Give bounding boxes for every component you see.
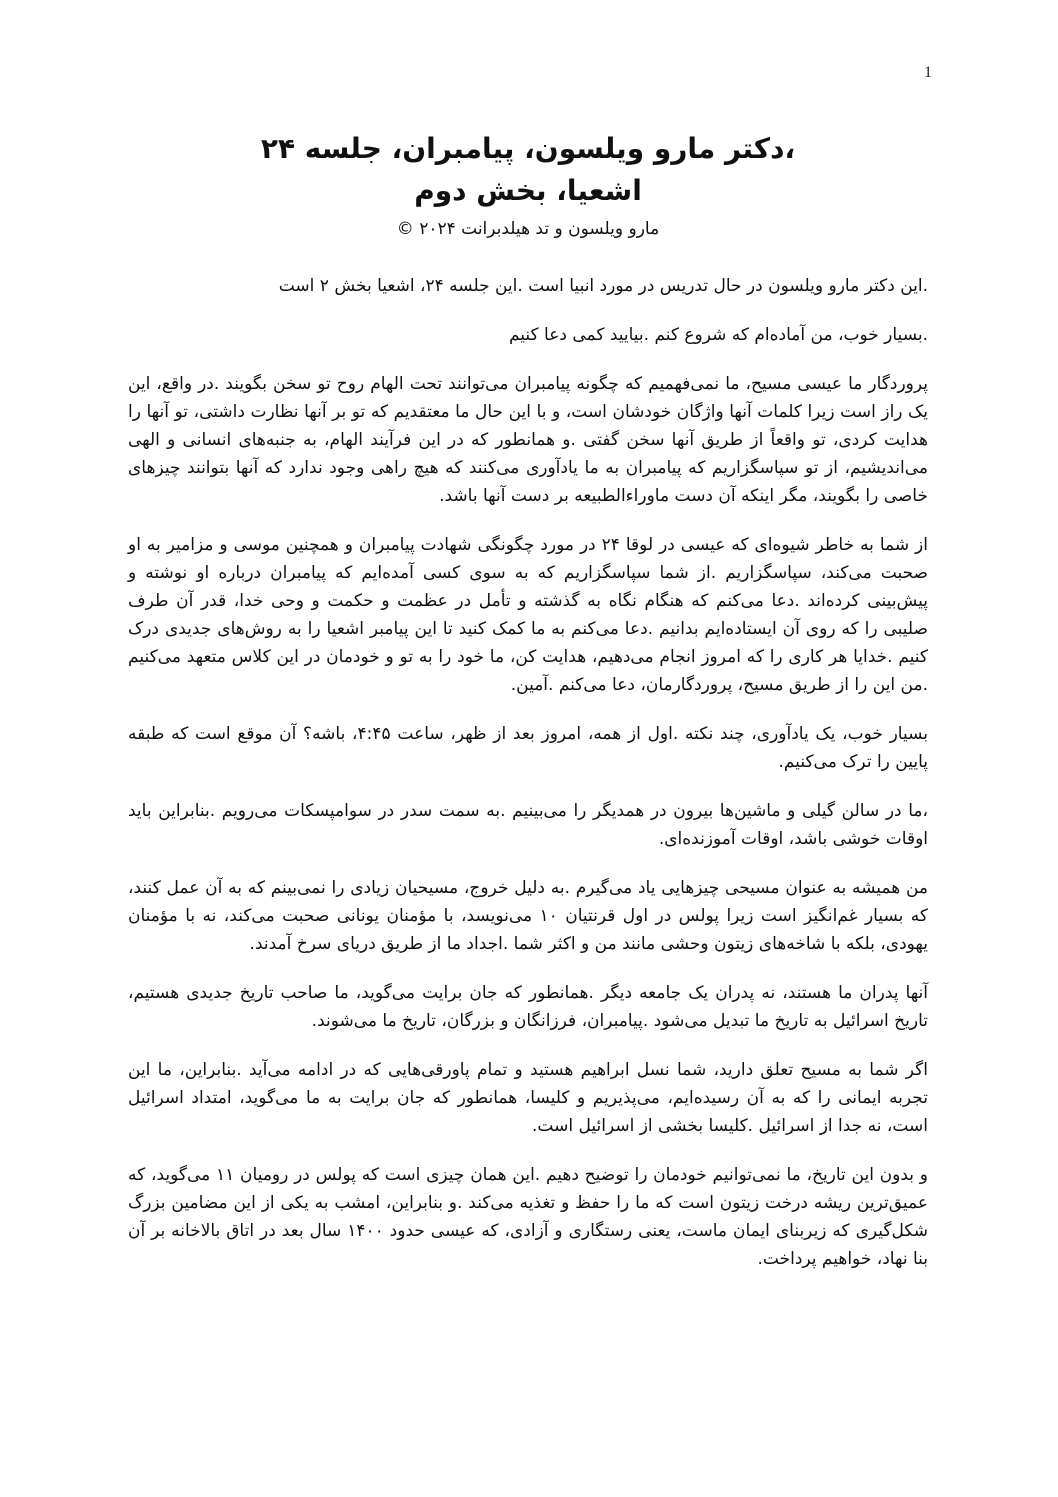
paragraph-meeting: ،ما در سالن گیلی و ماشین‌ها بیرون در همدیگر را می‌بینیم .به سمت سدر در سوامپسکات می‌رویم .بنابراین باید اوقات خوشی باشد، اوقات آموزنده‌ای. [128, 801, 928, 849]
page-number: 1 [924, 64, 932, 81]
paragraph-learning: من همیشه به عنوان مسیحی چیزهایی یاد می‌گیرم .به دلیل خروج، مسیحیان زیادی را نمی‌بینم که به آن عمل کنند، که بسیار غم‌انگیز است زیرا پولس در اول قرنتیان ۱۰ می‌نویسد، با مؤمنان یونانی صحبت می‌کند، نه با مؤمنان یهودی، بلکه با شاخه‌های زیتون وحشی مانند من و اکثر شما .اجداد ما از طریق دریای سرخ آمدند. [128, 878, 928, 954]
copyright-line: مارو ویلسون و تد هیلدبرانت ۲۰۲۴ © [396, 219, 660, 239]
paragraph-fathers: آنها پدران ما هستند، نه پدران یک جامعه دیگر .همانطور که جان برایت می‌گوید، ما صاحب تاریخ جدیدی هستیم، تاریخ اسرائیل به تاریخ ما تبدیل می‌شود .پیامبران، فرزانگان و بزرگان، تاریخ ما می‌شوند. [128, 983, 928, 1031]
paragraph-prayer-2: از شما به خاطر شیوه‌ای که عیسی در لوقا ۲۴ در مورد چگونگی شهادت پیامبران و همچنین موسی و مزامیر به او صحبت می‌کند، سپاسگزاریم .از شما سپاسگزاریم که به سوی کسی آمده‌ایم که پیامبران درباره او نوشته و پیش‌بینی کرده‌اند .دعا می‌کنم که هنگام نگاه به گذشته و تأمل در عظمت و حکمت و وحی خدا، قدر آن طرف صلیبی را که روی آن ایستاده‌ایم بدانیم .دعا می‌کنم به ما کمک کنید تا این پیامبر اشعیا را به روش‌های جدیدی درک کنیم .خدایا هر کاری را که امروز انجام می‌دهیم، هدایت کن، ما خود را به تو و خودمان در این کلاس متعهد می‌کنیم .من این را از طریق مسیح، پروردگارمان، دعا می‌کنم .آمین. [128, 535, 928, 695]
paragraph-ready: .بسیار خوب، من آماده‌ام که شروع کنم .بیایید کمی دعا کنیم [508, 325, 928, 345]
paragraph-romans: و بدون این تاریخ، ما نمی‌توانیم خودمان را توضیح دهیم .این همان چیزی است که پولس در رومیان ۱۱ می‌گوید، که عمیق‌ترین ریشه درخت زیتون است که ما را حفظ و تغذیه می‌کند .و بنابراین، امشب به یکی از این مضامین بزرگ شکل‌گیری که زیربنای ایمان ماست، یعنی رستگاری و آزادی، که عیسی حدود ۱۴۰۰ سال بعد در اتاق بالاخانه بر آن بنا نهاد، خواهیم پرداخت. [128, 1165, 928, 1269]
paragraph-reminder: بسیار خوب، یک یادآوری، چند نکته .اول از همه، امروز بعد از ظهر، ساعت ۴:۴۵، باشه؟ آن موقع است که طبقه پایین را ترک می‌کنیم. [128, 724, 928, 772]
title-line-2: اشعیا، بخش دوم [414, 174, 642, 207]
paragraph-prayer-1: پروردگار ما عیسی مسیح، ما نمی‌فهمیم که چگونه پیامبران می‌توانند تحت الهام روح تو سخن بگویند .در واقع، این یک راز است زیرا کلمات آنها واژگان خودشان است، و با این حال ما معتقدیم که تو بر آنها نظارت داشتی، تو آنها را هدایت کردی، تو واقعاً از طریق آنها سخن گفتی .و همانطور که در این فرآیند الهام، به جنبه‌های انسانی و الهی می‌اندیشیم، از تو سپاسگزاریم که پیامبران به ما یادآوری می‌کنند که هیچ راهی وجود ندارد که آنها بتوانند چیزهای خاصی را بگویند، مگر اینکه آن دست ماوراءالطبیعه بر دست آنها باشد. [128, 374, 928, 506]
paragraph-abraham: اگر شما به مسیح تعلق دارید، شما نسل ابراهیم هستید و تمام پاورقی‌هایی که در ادامه می‌آید .بنابراین، ما این تجربه ایمانی را که به آن رسیده‌ایم، می‌پذیریم و کلیسا، همانطور که جان برایت به ما می‌گوید، امتداد اسرائیل است، نه جدا از اسرائیل .کلیسا بخشی از اسرائیل است. [128, 1060, 928, 1136]
page-title [128, 128, 928, 212]
paragraph-intro: .این دکتر مارو ویلسون در حال تدریس در مورد انبیا است .این جلسه ۲۴، اشعیا بخش ۲ است [278, 276, 928, 296]
document-body [128, 128, 928, 1294]
title-line-1: ،دکتر مارو ویلسون، پیامبران، جلسه ۲۴ [260, 132, 796, 165]
